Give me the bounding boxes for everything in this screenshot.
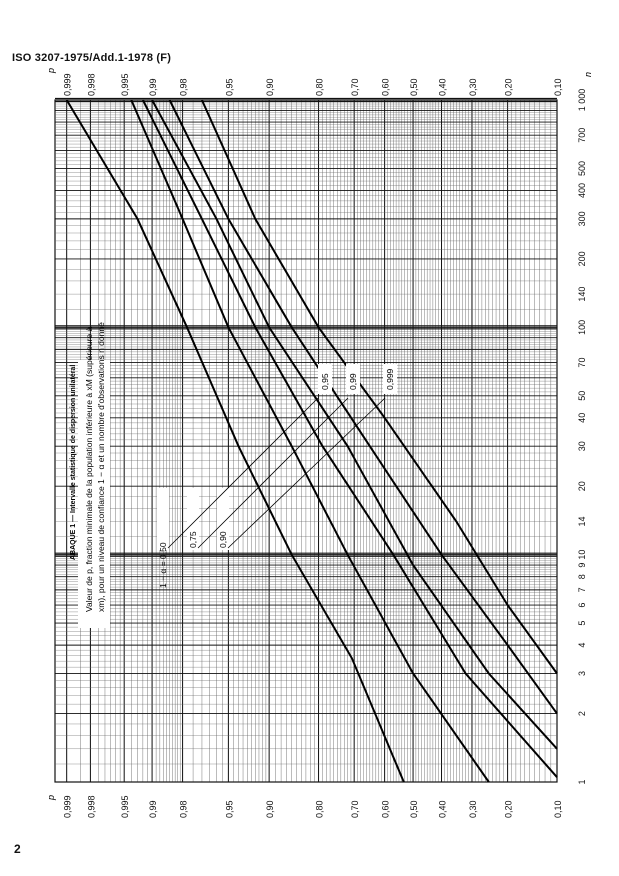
curve-0-99 — [170, 100, 557, 714]
p-tick-label-top: 0,70 — [350, 78, 361, 96]
p-tick-label-top: 0,999 — [62, 73, 73, 96]
n-tick-label: 5 — [577, 620, 587, 626]
curve-label: 0,90 — [218, 531, 228, 548]
p-tick-label-top: 0,998 — [86, 73, 97, 96]
document-header: ISO 3207-1975/Add.1-1978 (F) — [12, 52, 172, 64]
n-tick-label: 10 — [577, 549, 587, 560]
p-tick-label-top: 0,40 — [437, 78, 448, 96]
curve-label: 0,999 — [385, 368, 395, 390]
n-tick-label: 20 — [577, 481, 587, 492]
n-tick-label: 30 — [577, 441, 587, 452]
n-tick-label: 400 — [577, 182, 587, 198]
n-tick-label: 700 — [577, 127, 587, 143]
n-tick-label: 1 000 — [577, 88, 587, 112]
curve-label: 0,99 — [348, 373, 358, 390]
n-tick-label: 500 — [577, 160, 587, 176]
p-tick-label-bottom: 0,95 — [224, 800, 235, 818]
p-tick-label-bottom: 0,999 — [62, 795, 73, 818]
p-tick-label-bottom: 0,90 — [265, 800, 276, 818]
curve-0-50 — [67, 100, 404, 782]
p-tick-label-top: 0,99 — [148, 78, 159, 96]
chart-title: ABAQUE 1 — Intervalle statistique de dispersion unilatéral — [70, 364, 77, 560]
p-tick-label-top: 0,10 — [553, 78, 563, 96]
n-tick-label: 50 — [577, 390, 587, 401]
n-tick-label: 1 — [577, 779, 587, 785]
n-tick-label: 140 — [577, 286, 587, 302]
n-tick-label: 14 — [577, 516, 587, 527]
p-tick-label-bottom: 0,70 — [350, 800, 361, 818]
p-tick-label-top: 0,20 — [503, 78, 514, 96]
p-tick-label-top: 0,98 — [178, 78, 189, 96]
n-tick-label: 100 — [577, 319, 587, 335]
p-tick-label-top: 0,30 — [467, 78, 478, 96]
n-tick-label: 3 — [577, 671, 587, 677]
n-axis-label: n — [583, 71, 593, 77]
p-tick-label-top: 0,995 — [120, 73, 131, 96]
chart-caption-line1: Valeur de p, fraction minimale de la population inférieure à xM (supérieure à — [84, 326, 94, 612]
p-tick-label-top: 0,95 — [224, 78, 235, 96]
n-tick-label: 200 — [577, 251, 587, 267]
n-tick-label: 9 — [577, 562, 587, 568]
p-tick-label-bottom: 0,30 — [467, 800, 478, 818]
p-tick-label-bottom: 0,20 — [503, 800, 514, 818]
p-tick-label-bottom: 0,60 — [380, 800, 391, 818]
p-tick-label-top: 0,80 — [314, 78, 325, 96]
curve-label: 0,95 — [320, 373, 330, 390]
chart-caption-line2: xm), pour un niveau de confiance 1 − α et un nombre d'observations n donné — [96, 322, 106, 612]
curve-label: 0,75 — [188, 531, 198, 548]
n-tick-label: 6 — [577, 602, 587, 608]
n-tick-label: 70 — [577, 357, 587, 368]
n-tick-label: 8 — [577, 574, 587, 580]
p-axis-label-bottom: p — [46, 794, 56, 800]
p-tick-label-bottom: 0,99 — [148, 800, 159, 818]
p-tick-label-bottom: 0,995 — [120, 795, 131, 818]
n-tick-label: 7 — [577, 587, 587, 593]
n-tick-label: 40 — [577, 412, 587, 423]
curve-label-background — [157, 488, 169, 550]
n-tick-label: 300 — [577, 211, 587, 227]
curve-0-75 — [131, 100, 489, 782]
p-axis-label-top: p — [46, 67, 56, 73]
curve-0-90 — [143, 100, 557, 777]
label-leader-line — [198, 398, 348, 548]
p-tick-label-top: 0,50 — [409, 78, 420, 96]
n-tick-label: 2 — [577, 711, 587, 717]
p-tick-label-bottom: 0,80 — [314, 800, 325, 818]
p-tick-label-bottom: 0,40 — [437, 800, 448, 818]
p-tick-label-bottom: 0,50 — [409, 800, 420, 818]
page-number: 2 — [14, 842, 21, 856]
p-tick-label-bottom: 0,98 — [178, 800, 189, 818]
p-tick-label-top: 0,60 — [380, 78, 391, 96]
p-tick-label-top: 0,90 — [265, 78, 276, 96]
p-tick-label-bottom: 0,10 — [553, 800, 563, 818]
n-tick-label: 4 — [577, 642, 587, 648]
curve-label: 1 − α = 0,50 — [158, 542, 168, 588]
p-tick-label-bottom: 0,998 — [86, 795, 97, 818]
